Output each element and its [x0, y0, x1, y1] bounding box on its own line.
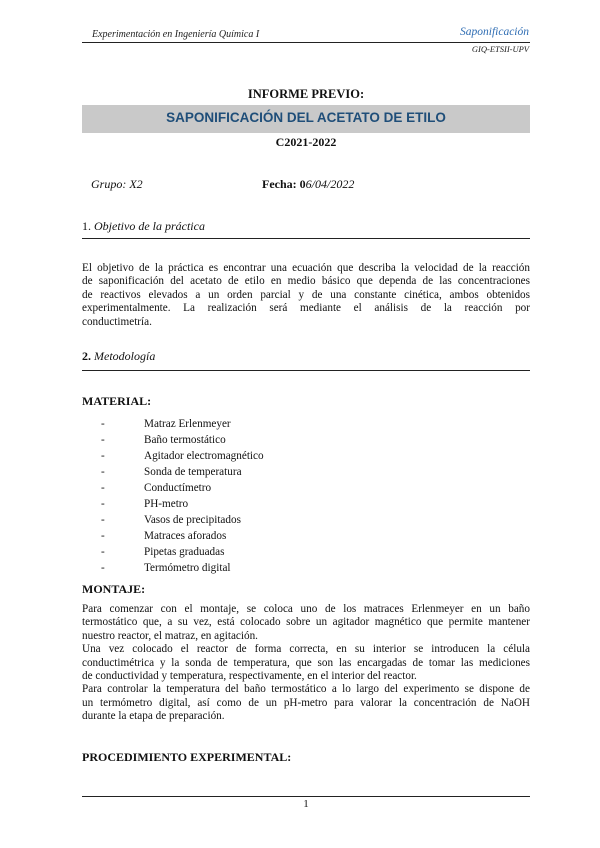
list-item-label: Agitador electromagnético: [144, 450, 264, 462]
paragraph-line: conductimétrica y la sonda de temperatura, que son las encargadas de tomar las mediciones: [82, 656, 530, 669]
list-item: [101, 480, 264, 496]
group-label: Grupo: X2: [91, 177, 143, 191]
section-2-rule: [82, 370, 530, 371]
bullet: -: [101, 466, 105, 478]
list-item-label: Matraz Erlenmeyer: [144, 418, 231, 430]
paragraph-line: de reactivos elevados a un orden parcial y de una constante cinética, ambos obtenidos: [82, 288, 530, 301]
objective-paragraph: [82, 262, 530, 329]
list-item-label: Sonda de temperatura: [144, 466, 242, 478]
bullet: -: [101, 530, 105, 542]
section-1-heading: [82, 219, 205, 234]
paragraph-line: de saponificación del acetato de etilo en medio básico que dependa de las concentraciones: [82, 275, 530, 288]
paragraph-line: Para comenzar con el montaje, se coloca uno de los matraces Erlenmeyer en un baño: [82, 603, 530, 615]
list-item: [101, 544, 264, 560]
list-item: [101, 432, 264, 448]
date-label: Fecha: 0: [262, 177, 306, 191]
footer-rule: [82, 796, 530, 797]
page-number: 1: [303, 798, 309, 810]
material-heading: MATERIAL:: [82, 394, 152, 408]
list-item-label: Pipetas graduadas: [144, 546, 225, 558]
bullet: -: [101, 418, 105, 430]
running-header-sub: GIQ-ETSII-UPV: [471, 44, 529, 54]
list-item-label: Conductímetro: [144, 482, 212, 494]
paragraph-line: Para controlar la temperatura del baño termostático a lo largo del experimento se dispone de: [82, 683, 530, 696]
section-title: Metodología: [94, 349, 156, 363]
list-item: [101, 496, 264, 512]
list-item: [101, 512, 264, 528]
list-item: [101, 528, 264, 544]
list-item: [101, 416, 264, 432]
montaje-paragraph: [82, 603, 530, 724]
running-header-left: Experimentación en Ingeniería Química I: [92, 29, 260, 40]
bullet: -: [101, 562, 105, 574]
list-item-label: PH-metro: [144, 498, 189, 510]
running-header-right: Saponificación: [460, 26, 529, 38]
list-item-label: Matraces aforados: [144, 530, 227, 542]
bullet: -: [101, 450, 105, 462]
report-label: INFORME PREVIO:: [247, 87, 365, 101]
paragraph-line: Una vez colocado el reactor de forma correcta, en su interior se introducen la célula: [82, 643, 530, 656]
procedimiento-heading: PROCEDIMIENTO EXPERIMENTAL:: [82, 750, 292, 764]
section-2-heading: [82, 349, 155, 364]
list-item-label: Termómetro digital: [144, 562, 231, 574]
paragraph-line: El objetivo de la práctica es encontrar una ecuación que describa la velocidad de la reacción: [82, 262, 530, 274]
material-list: [101, 416, 264, 576]
section-number: 1.: [82, 219, 94, 233]
date-field: [262, 177, 354, 192]
section-number: 2.: [82, 349, 94, 363]
document-title: SAPONIFICACIÓN DEL ACETATO DE ETILO: [166, 110, 446, 125]
bullet: -: [101, 482, 105, 494]
montaje-heading: MONTAJE:: [82, 582, 146, 596]
bullet: -: [101, 546, 105, 558]
paragraph-line: un termómetro digital, así como de un pH-metro para valorar la concentración de NaOH: [82, 696, 530, 709]
paragraph-line: durante la etapa de preparación.: [82, 710, 225, 723]
paragraph-line: termostático que, a su vez, está colocado sobre un agitador magnético que permite mantener: [82, 616, 530, 629]
list-item: [101, 464, 264, 480]
section-1-rule: [82, 238, 530, 239]
paragraph-line: experimentalmente. La realización será mediante el análisis de la reacción por: [82, 302, 530, 315]
bullet: -: [101, 434, 105, 446]
list-item: [101, 448, 264, 464]
header-rule: [82, 42, 530, 43]
section-title: Objetivo de la práctica: [94, 219, 205, 233]
paragraph-line: conductimetría.: [82, 315, 152, 328]
list-item-label: Vasos de precipitados: [144, 514, 241, 526]
paragraph-line: de conductividad y temperatura, respectivamente, en el interior del reactor.: [82, 670, 417, 683]
course-year: C2021-2022: [275, 135, 337, 149]
bullet: -: [101, 514, 105, 526]
bullet: -: [101, 498, 105, 510]
date-value: 6/04/2022: [305, 177, 355, 191]
paragraph-line: nuestro reactor, el matraz, en agitación.: [82, 629, 258, 642]
list-item-label: Baño termostático: [144, 434, 226, 446]
list-item: [101, 560, 264, 576]
